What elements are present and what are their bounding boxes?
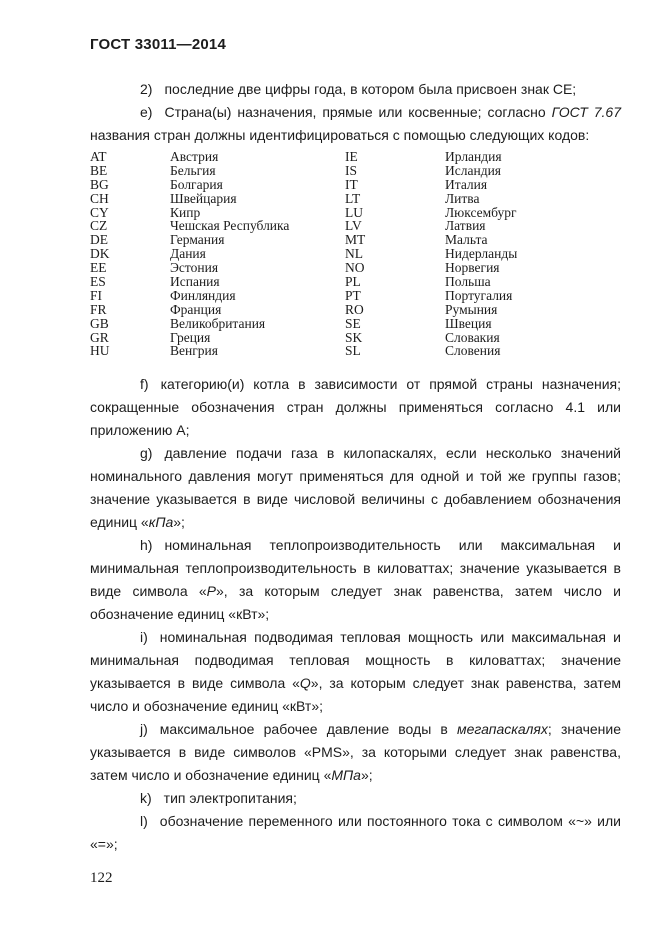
- country-name: Великобритания: [170, 315, 266, 331]
- paragraph-text: обозначение переменного или постоянного тока с символом «~» или «=»;: [90, 813, 621, 853]
- country-name: Литва: [445, 190, 480, 206]
- country-table-row: [90, 150, 621, 164]
- country-table-row: [90, 164, 621, 178]
- country-name: Нидерланды: [445, 246, 518, 262]
- document-header-title: ГОСТ 33011—2014: [90, 36, 227, 53]
- country-table-row: [90, 192, 621, 206]
- paragraph-k: [90, 787, 621, 810]
- country-code: CH: [90, 190, 109, 206]
- country-table-row: [90, 247, 621, 261]
- country-code: RO: [345, 301, 364, 317]
- country-table-row: [90, 178, 621, 192]
- paragraph-text: номинальная теплопроизводительность или максимальная и минимальная теплопроизводительность в киловаттах; значение указывается в виде символа «: [90, 537, 621, 600]
- paragraph-i: [90, 626, 621, 718]
- country-table-row: [90, 219, 621, 233]
- country-code: EE: [90, 260, 107, 276]
- paragraph-text: »;: [173, 514, 185, 531]
- country-name: Румыния: [445, 301, 498, 317]
- paragraph-text: »;: [360, 767, 373, 784]
- country-code: IS: [345, 162, 358, 178]
- paragraph-text: последние две цифры года, в котором была присвоен знак СЕ;: [164, 81, 577, 97]
- paragraph-text: », за которым следует знак равенства, затем число и обозначение единиц «кВт»;: [90, 675, 622, 715]
- country-name: Норвегия: [445, 260, 500, 276]
- country-code: LV: [345, 218, 362, 234]
- country-name: Люксембург: [445, 204, 517, 220]
- paragraph-label: k): [140, 790, 152, 807]
- country-code: NL: [345, 246, 363, 262]
- country-name: Испания: [170, 274, 220, 290]
- paragraphs-bottom: [90, 373, 621, 856]
- paragraph-label: l): [140, 813, 148, 830]
- paragraph-text: номинальная подводимая тепловая мощность или максимальная и минимальная подводимая тепловая мощность в киловаттах; значение указывается в виде символа «: [90, 629, 621, 692]
- country-code: SK: [345, 329, 363, 345]
- country-name: Бельгия: [170, 162, 216, 178]
- country-name: Эстония: [170, 260, 219, 276]
- country-table-row: [90, 233, 621, 247]
- country-code: FI: [90, 287, 103, 303]
- country-name: Португалия: [445, 287, 513, 303]
- country-code: CZ: [90, 218, 108, 234]
- country-code: LU: [345, 204, 363, 220]
- country-name: Польша: [445, 274, 491, 290]
- country-name: Франция: [170, 301, 222, 317]
- paragraph-f: [90, 373, 621, 442]
- country-table-row: [90, 275, 621, 289]
- paragraphs-top: [90, 78, 621, 147]
- country-name: Венгрия: [170, 343, 218, 359]
- country-name: Дания: [170, 246, 206, 262]
- country-name: Швейцария: [170, 190, 237, 206]
- paragraph-label: 2): [140, 81, 153, 97]
- country-code: GR: [90, 329, 109, 345]
- paragraph-text: названия стран должны идентифицироваться с помощью следующих кодов:: [90, 127, 590, 143]
- paragraph-g: [90, 442, 621, 534]
- paragraph-j: [90, 718, 621, 787]
- country-table-row: [90, 289, 621, 303]
- country-name: Италия: [445, 176, 488, 192]
- italic-text: мегапаскалях: [457, 721, 548, 738]
- country-code-table: [90, 150, 621, 358]
- paragraph-l: [90, 810, 621, 856]
- country-name: Швеция: [445, 315, 492, 331]
- paragraph-text: давление подачи газа в килопаскалях, если несколько значений номинального давления могут применяться для одной и той же группы газов; значение указывается в виде числовой величины с добавлением обозначения единиц «: [90, 445, 621, 531]
- paragraph-text: максимальное рабочее давление воды в: [159, 721, 458, 738]
- paragraph-label: е): [140, 104, 153, 120]
- paragraph-label: i): [140, 629, 148, 646]
- country-code: AT: [90, 149, 107, 164]
- country-code: SL: [345, 343, 361, 359]
- paragraph-text: Страна(ы) назначения, прямые или косвенные; согласно: [164, 104, 552, 120]
- italic-text: МПа: [331, 767, 361, 784]
- paragraph-label: h): [140, 537, 153, 554]
- paragraph-h: [90, 534, 621, 626]
- country-code: HU: [90, 343, 110, 359]
- country-code: PT: [345, 287, 361, 303]
- country-code: ES: [90, 274, 106, 290]
- country-table-row: [90, 344, 621, 358]
- country-name: Австрия: [170, 149, 219, 164]
- paragraph-е: [90, 101, 621, 147]
- country-code: IT: [345, 176, 358, 192]
- italic-text: P: [206, 583, 217, 600]
- country-name: Латвия: [445, 218, 486, 234]
- country-code: MT: [345, 232, 366, 248]
- country-code: FR: [90, 301, 107, 317]
- country-code: DE: [90, 232, 108, 248]
- country-code: CY: [90, 204, 109, 220]
- italic-text: ГОСТ 7.67: [551, 104, 621, 120]
- country-name: Исландия: [445, 162, 501, 178]
- paragraph-text: тип электропитания;: [163, 790, 297, 807]
- country-table-row: [90, 317, 621, 331]
- country-code: GB: [90, 315, 109, 331]
- country-name: Кипр: [170, 204, 201, 220]
- country-name: Словакия: [445, 329, 500, 345]
- country-name: Мальта: [445, 232, 488, 248]
- italic-text: Q: [299, 675, 311, 692]
- paragraph-text: », за которым следует знак равенства, затем число и обозначение единиц «кВт»;: [90, 583, 622, 623]
- country-code: IE: [345, 149, 358, 164]
- paragraph-label: f): [140, 376, 149, 393]
- country-name: Чешская Республика: [170, 218, 290, 234]
- country-code: DK: [90, 246, 110, 262]
- country-name: Словения: [445, 343, 501, 359]
- country-table-row: [90, 261, 621, 275]
- paragraph-label: g): [140, 445, 153, 462]
- country-code: PL: [345, 274, 361, 290]
- country-name: Болгария: [170, 176, 223, 192]
- paragraph-text: категорию(и) котла в зависимости от прямой страны назначения; сокращенные обозначения стран должны применяться согласно 4.1 или приложению А;: [90, 376, 621, 439]
- italic-text: кПа: [148, 514, 174, 531]
- country-code: NO: [345, 260, 365, 276]
- paragraph-label: j): [140, 721, 148, 738]
- country-code: SE: [345, 315, 361, 331]
- country-name: Германия: [170, 232, 225, 248]
- country-code: BG: [90, 176, 109, 192]
- country-name: Греция: [170, 329, 211, 345]
- paragraph-text: ; значение указывается в виде символов «PMS», за которыми следует знак равенства, затем число и обозначение единиц «: [90, 721, 621, 784]
- country-table-row: [90, 206, 621, 220]
- country-code: BE: [90, 162, 108, 178]
- country-name: Финляндия: [170, 287, 236, 303]
- country-code: LT: [345, 190, 361, 206]
- country-name: Ирландия: [445, 149, 502, 164]
- paragraph-2: [90, 78, 621, 101]
- country-table-row: [90, 303, 621, 317]
- page-number: 122: [90, 870, 113, 886]
- country-table-row: [90, 331, 621, 345]
